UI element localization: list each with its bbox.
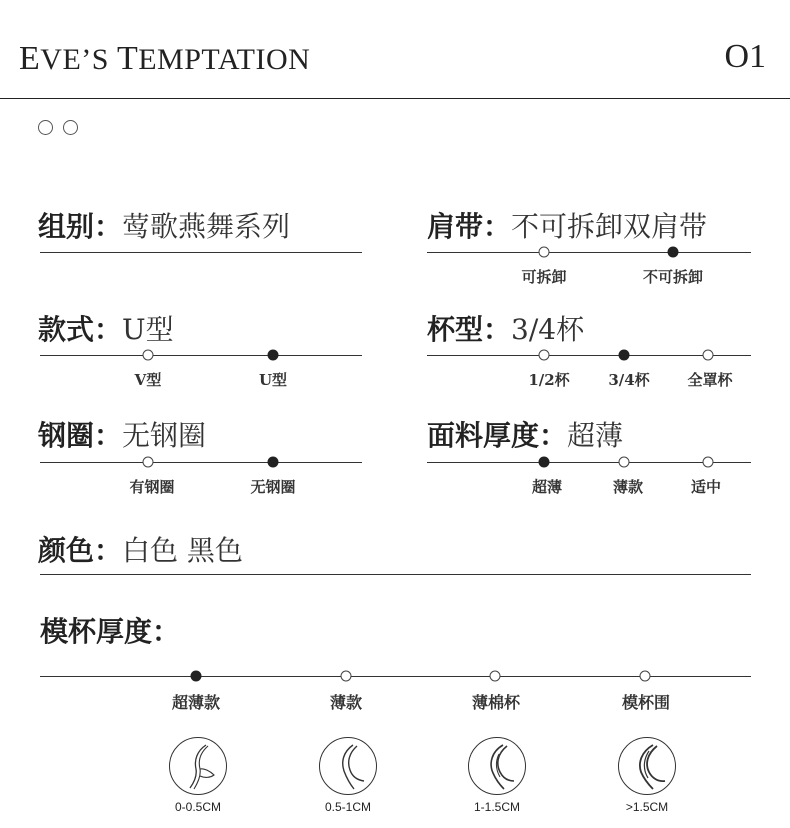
cup-option-half: 1/2杯 [528,371,570,389]
style-label: 款式： [38,313,123,346]
fabric-marker-ultrathin [539,457,550,468]
color-label: 颜色： [38,534,123,567]
cup-thin-icon [319,737,377,795]
cup-cotton-range: 1-1.5CM [473,800,521,814]
strap-field [427,205,707,245]
color-rule [40,574,751,575]
style-value: U型 [122,313,174,346]
cup-marker-half [539,350,550,361]
cup-label: 杯型： [427,313,512,346]
brand-initial-t: T [116,40,139,77]
strap-scale [427,252,751,253]
strap-option-fixed: 不可拆卸 [642,268,704,286]
decor-circle-icon [38,120,53,135]
wire-scale [40,462,362,463]
series-value: 莺歌燕舞系列 [122,210,291,243]
cup-marker-three-quarter [619,350,630,361]
cup-option-full: 全罩杯 [687,371,733,389]
mold-label: 模杯厚度： [40,615,181,648]
cup-value: 3/4杯 [511,313,585,346]
decor-circle-icon [63,120,78,135]
cup-thin-range: 0.5-1CM [324,800,372,814]
brand-title [19,40,310,78]
fabric-marker-thin [619,457,630,468]
style-option-u: U型 [258,371,288,389]
strap-marker-detachable [539,247,550,258]
style-marker-v [143,350,154,361]
mold-option-ultrathin: 超薄款 [171,693,221,712]
mold-marker-thin [341,671,352,682]
wire-option-without: 无钢圈 [250,478,296,496]
style-option-v: V型 [134,371,162,389]
strap-option-detachable: 可拆卸 [521,268,567,286]
strap-marker-fixed [668,247,679,258]
brand-part-emptation: EMPTATION [138,43,311,76]
mold-option-cotton: 薄棉杯 [471,693,521,712]
strap-label: 肩带： [427,210,512,243]
brand-part-ve: VE’S [40,43,117,76]
color-field [38,529,243,569]
series-field [38,205,290,245]
style-scale [40,355,362,356]
cup-ultrathin-icon [169,737,227,795]
strap-value: 不可拆卸双肩带 [511,210,708,243]
fabric-option-medium: 适中 [690,478,722,496]
fabric-label: 面料厚度： [427,419,568,452]
style-marker-u [268,350,279,361]
mold-option-molded: 模杯围 [621,693,671,712]
cup-option-three-quarter: 3/4杯 [608,371,650,389]
wire-option-with: 有钢圈 [129,478,175,496]
mold-marker-cotton [490,671,501,682]
cup-molded-range: >1.5CM [625,800,669,814]
mold-marker-ultrathin [191,671,202,682]
header-divider [0,98,790,99]
mold-field [40,610,180,650]
style-field [38,308,174,348]
page-number: O1 [724,38,766,75]
fabric-marker-medium [703,457,714,468]
fabric-option-thin: 薄款 [612,478,644,496]
series-label: 组别： [38,210,123,243]
mold-option-thin: 薄款 [329,693,363,712]
wire-field [38,414,206,454]
brand-initial-e: E [19,40,41,77]
cup-cotton-icon [468,737,526,795]
mold-marker-molded [640,671,651,682]
wire-value: 无钢圈 [122,419,207,452]
fabric-value: 超薄 [567,419,624,452]
color-value: 白色 黑色 [122,534,243,567]
fabric-field [427,414,623,454]
cup-marker-full [703,350,714,361]
fabric-option-ultrathin: 超薄 [531,478,563,496]
cup-ultrathin-range: 0-0.5CM [174,800,222,814]
series-rule [40,252,362,253]
cup-field [427,308,584,348]
wire-label: 钢圈： [38,419,123,452]
cup-molded-icon [618,737,676,795]
wire-marker-with [143,457,154,468]
wire-marker-without [268,457,279,468]
